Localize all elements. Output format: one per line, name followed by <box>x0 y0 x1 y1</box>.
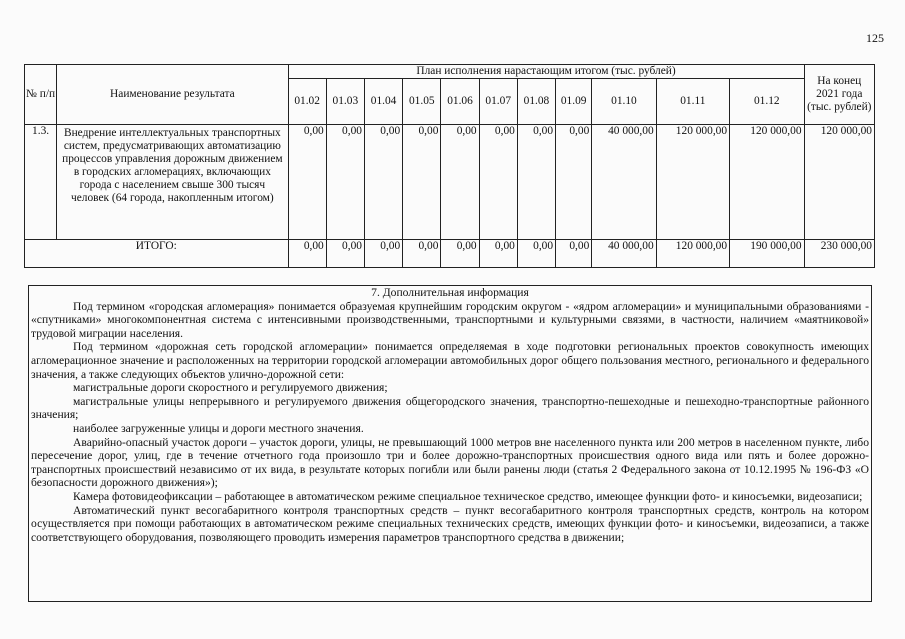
paragraph: Автоматический пункт весогабаритного контроля транспортных средств – пункт весогабаритного контроля транспортных средств, контроль на котором осуществляется при помощи работающих в автоматическом режиме специальных технических средств, имеющих функции фото- и киносъемки, видеозаписи, а также соответствующего оборудования, позволяющего проводить измерения параметров транспортного средства в движении; <box>31 503 869 544</box>
total-value: 0,00 <box>556 240 592 268</box>
row-value: 120 000,00 <box>730 125 804 240</box>
row-value: 0,00 <box>403 125 441 240</box>
page-number: 125 <box>866 31 884 45</box>
paragraph: наиболее загруженные улицы и дороги местного значения. <box>73 421 364 435</box>
paragraph: Камера фотовидеофиксации – работающее в автоматическом режиме специальное техническое средство, имеющее функции фото- и киносъемки, видеозаписи; <box>73 489 863 503</box>
header-month: 01.08 <box>517 79 555 125</box>
header-plan-group: План исполнения нарастающим итогом (тыс. рублей) <box>288 65 804 79</box>
total-value: 120 000,00 <box>656 240 729 268</box>
header-month: 01.06 <box>441 79 479 125</box>
header-year-end: На конец 2021 года (тыс. рублей) <box>804 65 874 125</box>
total-value: 0,00 <box>517 240 555 268</box>
header-month: 01.04 <box>364 79 402 125</box>
row-value: 0,00 <box>556 125 592 240</box>
row-number: 1.3. <box>25 125 57 240</box>
row-result-name: Внедрение интеллектуальных транспортных систем, предусматривающих автоматизацию процессов управления дорожным движением в городских агломерациях, включающих города с населением свыше 300 тысяч человек (64 города, накопленным итогом) <box>57 125 288 240</box>
paragraph: магистральные улицы непрерывного и регулируемого движения общегородского значения, транспортно-пешеходные и пешеходно-транспортные районного значения; <box>31 394 869 422</box>
header-month: 01.10 <box>592 79 656 125</box>
total-value: 0,00 <box>441 240 479 268</box>
table-row <box>25 125 875 240</box>
row-value: 120 000,00 <box>656 125 729 240</box>
header-month: 01.09 <box>556 79 592 125</box>
row-value: 0,00 <box>479 125 517 240</box>
row-value: 0,00 <box>326 125 364 240</box>
total-value: 0,00 <box>326 240 364 268</box>
additional-info-section <box>28 285 872 602</box>
total-value: 230 000,00 <box>804 240 874 268</box>
paragraph: Под термином «дорожная сеть городской агломерации» понимается определяемая в ходе подготовки региональных проектов совокупность имеющих агломерационное значение и расположенных на территории городской агломерации автомобильных дорог общего пользования местного, регионального и федерального значения, а также следующих объектов улично-дорожной сети: <box>31 340 869 381</box>
header-month: 01.07 <box>479 79 517 125</box>
total-value: 0,00 <box>288 240 326 268</box>
header-month: 01.12 <box>730 79 804 125</box>
row-value: 120 000,00 <box>804 125 874 240</box>
row-value: 0,00 <box>364 125 402 240</box>
paragraph: магистральные дороги скоростного и регулируемого движения; <box>73 381 388 395</box>
header-month: 01.05 <box>403 79 441 125</box>
header-name: Наименование результата <box>57 65 288 125</box>
header-month: 01.03 <box>326 79 364 125</box>
header-num: № п/п <box>25 65 57 125</box>
row-value: 0,00 <box>517 125 555 240</box>
paragraph: Под термином «городская агломерация» понимается образуемая крупнейшим городским округом - «ядром агломерации» и муниципальными образованиями - «спутниками» многокомпонентная система с интенсивными производственными, транспортными и культурными связями, в частности, наличием «маятниковой» трудовой миграции населения. <box>31 299 869 340</box>
total-value: 0,00 <box>479 240 517 268</box>
total-row <box>25 240 875 268</box>
row-value: 0,00 <box>288 125 326 240</box>
total-value: 0,00 <box>364 240 402 268</box>
row-value: 40 000,00 <box>592 125 656 240</box>
row-value: 0,00 <box>441 125 479 240</box>
header-month: 01.02 <box>288 79 326 125</box>
plan-table <box>24 64 875 268</box>
total-label: ИТОГО: <box>25 240 289 268</box>
total-value: 0,00 <box>403 240 441 268</box>
section-title: 7. Дополнительная информация <box>371 286 529 299</box>
paragraph: Аварийно-опасный участок дороги – участок дороги, улицы, не превышающий 1000 метров вне населенного пункта или 200 метров в населенном пункте, либо пересечение дорог, улиц, где в течение отчетного года произошло три и более дорожно-транспортных происшествия одного вида или пять и более дорожно-транспортных происшествий независимо от их вида, в результате которых погибли или были ранены люди (статья 2 Федерального закона от 10.12.1995 № 196-ФЗ «О безопасности дорожного движения»); <box>31 435 869 490</box>
total-value: 40 000,00 <box>592 240 656 268</box>
header-month: 01.11 <box>656 79 729 125</box>
total-value: 190 000,00 <box>730 240 804 268</box>
